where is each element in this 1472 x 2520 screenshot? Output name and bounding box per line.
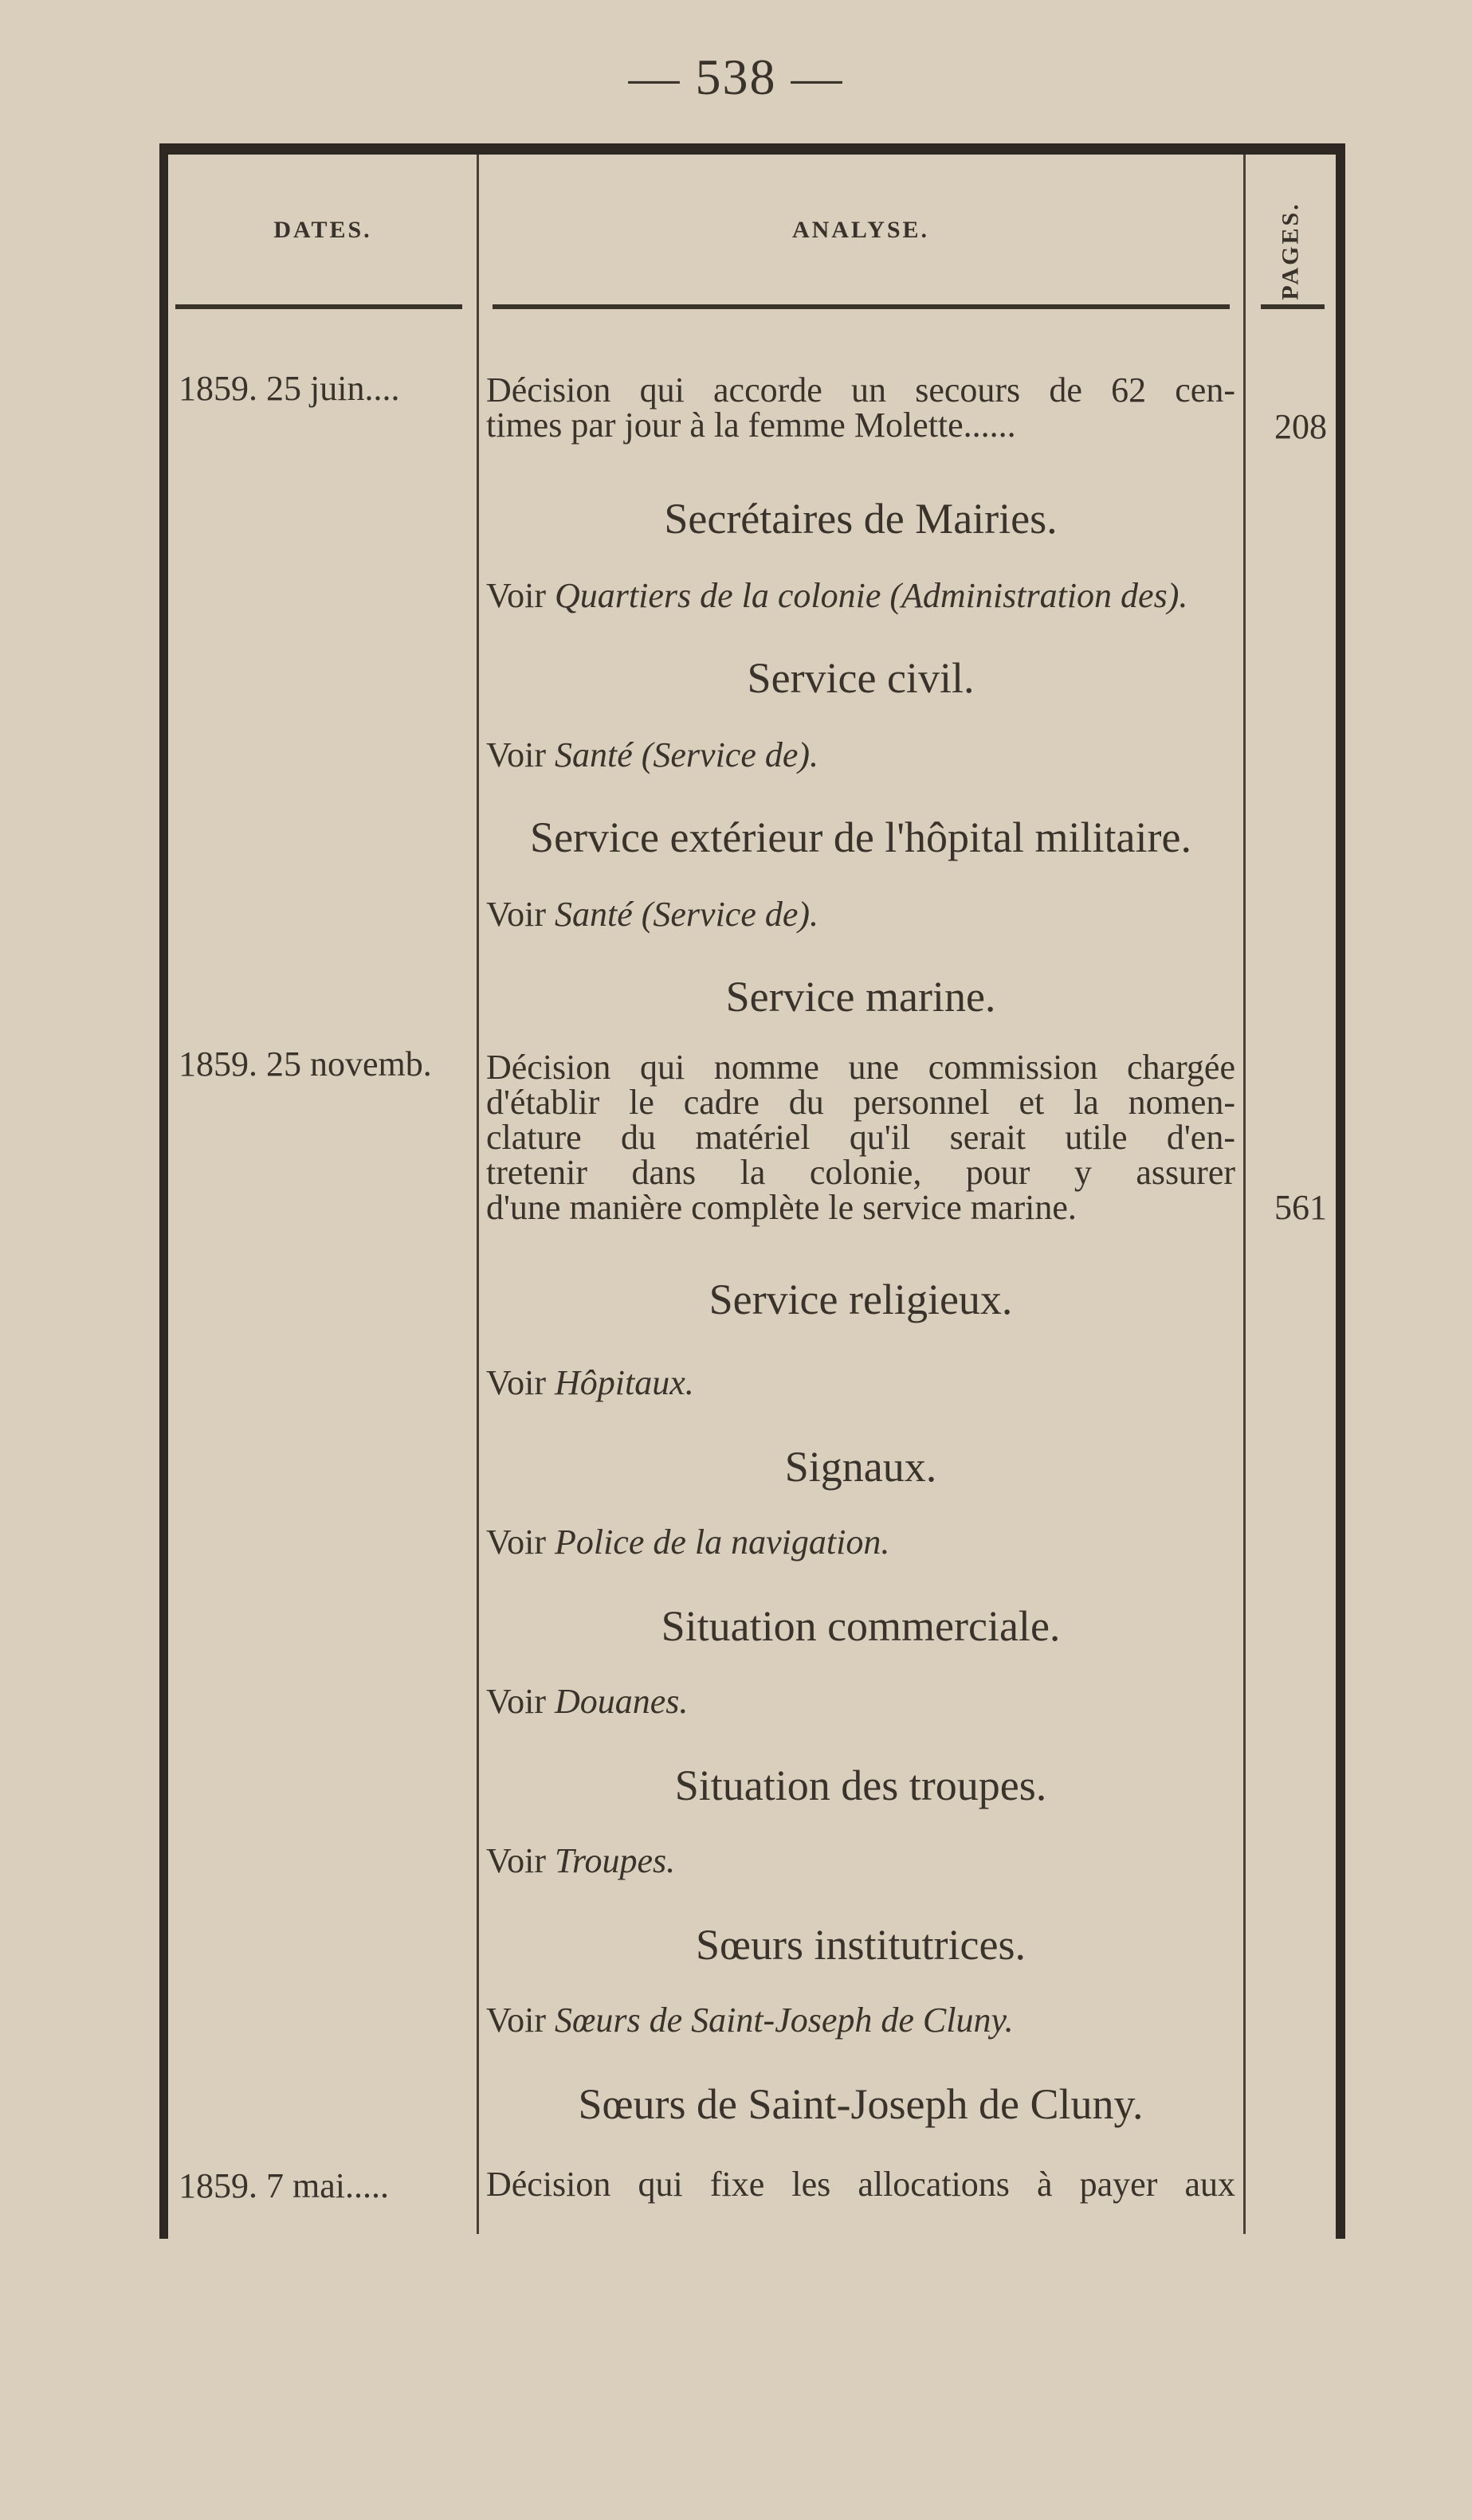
see-reference [486, 2000, 1235, 2040]
analysis-line: Décision qui nomme une commission chargée [486, 1048, 1235, 1087]
see-target: Police de la navigation. [554, 1523, 890, 1562]
section-heading: Service religieux. [709, 1276, 1013, 1323]
column-divider-dates [477, 155, 479, 2234]
column-divider-pages [1243, 155, 1246, 2234]
entry-date: 1859. 25 novemb. [179, 1044, 432, 1084]
page-number: — 538 — [628, 49, 844, 105]
see-label: Voir [486, 895, 546, 934]
table-top-border [159, 143, 1345, 155]
entry-analysis [486, 1050, 1235, 1225]
section-heading: Situation commerciale. [661, 1602, 1061, 1650]
entry-date: 1859. 7 mai..... [179, 2166, 389, 2205]
see-reference [486, 1522, 1235, 1562]
section-heading: Service civil. [747, 654, 975, 702]
analysis-line: times par jour à la femme Molette...... [486, 406, 1016, 445]
header-dates: DATES. [273, 217, 372, 243]
table-right-border [1336, 143, 1345, 2239]
see-target: Sœurs de Saint-Joseph de Cluny. [554, 2001, 1014, 2040]
see-reference [486, 1362, 1235, 1403]
index-table [159, 143, 1345, 2239]
analysis-line: tretenir dans la colonie, pour y assurer [486, 1153, 1235, 1192]
entry-date: 1859. 25 juin.... [179, 369, 400, 408]
section-heading: Service marine. [725, 973, 996, 1021]
see-target: Quartiers de la colonie (Administration des). [554, 576, 1188, 615]
see-target: Santé (Service de). [554, 895, 819, 934]
analysis-line: d'établir le cadre du personnel et la nomen- [486, 1083, 1235, 1122]
section-heading: Sœurs institutrices. [696, 1921, 1026, 1969]
see-label: Voir [486, 1523, 546, 1562]
see-label: Voir [486, 735, 546, 774]
entry-analysis [486, 370, 1235, 445]
header-pages: PAGES. [1278, 202, 1305, 300]
see-label: Voir [486, 1841, 546, 1880]
entry-page: 208 [1274, 407, 1327, 446]
entry-analysis [486, 2167, 1235, 2202]
section-heading: Service extérieur de l'hôpital militaire. [530, 813, 1191, 861]
see-label: Voir [486, 2001, 546, 2040]
analysis-line: d'une manière complète le service marine. [486, 1188, 1077, 1227]
section-heading: Sœurs de Saint-Joseph de Cluny. [578, 2080, 1144, 2128]
see-label: Voir [486, 1363, 546, 1402]
see-label: Voir [486, 1682, 546, 1721]
section-heading: Signaux. [784, 1443, 937, 1491]
see-label: Voir [486, 576, 546, 615]
see-reference [486, 1681, 1235, 1722]
header-analyse: ANALYSE. [791, 217, 930, 243]
see-target: Troupes. [554, 1841, 676, 1880]
header-rule-analyse [493, 304, 1230, 309]
see-target: Hôpitaux. [554, 1363, 694, 1402]
analysis-line: clature du matériel qu'il serait utile d'en- [486, 1118, 1235, 1157]
header-rule-dates [175, 304, 462, 309]
see-reference [486, 894, 1235, 935]
table-left-border [159, 143, 168, 2239]
see-target: Santé (Service de). [554, 735, 819, 774]
section-heading: Secrétaires de Mairies. [664, 495, 1058, 543]
analysis-line: Décision qui fixe les allocations à payer aux [486, 2165, 1235, 2204]
analysis-line: Décision qui accorde un secours de 62 cen- [486, 370, 1235, 410]
header-rule-pages [1261, 304, 1325, 309]
see-reference [486, 735, 1235, 775]
see-reference [486, 575, 1235, 616]
entry-page: 561 [1274, 1188, 1327, 1227]
section-heading: Situation des troupes. [674, 1762, 1047, 1809]
see-reference [486, 1840, 1235, 1881]
see-target: Douanes. [554, 1682, 689, 1721]
